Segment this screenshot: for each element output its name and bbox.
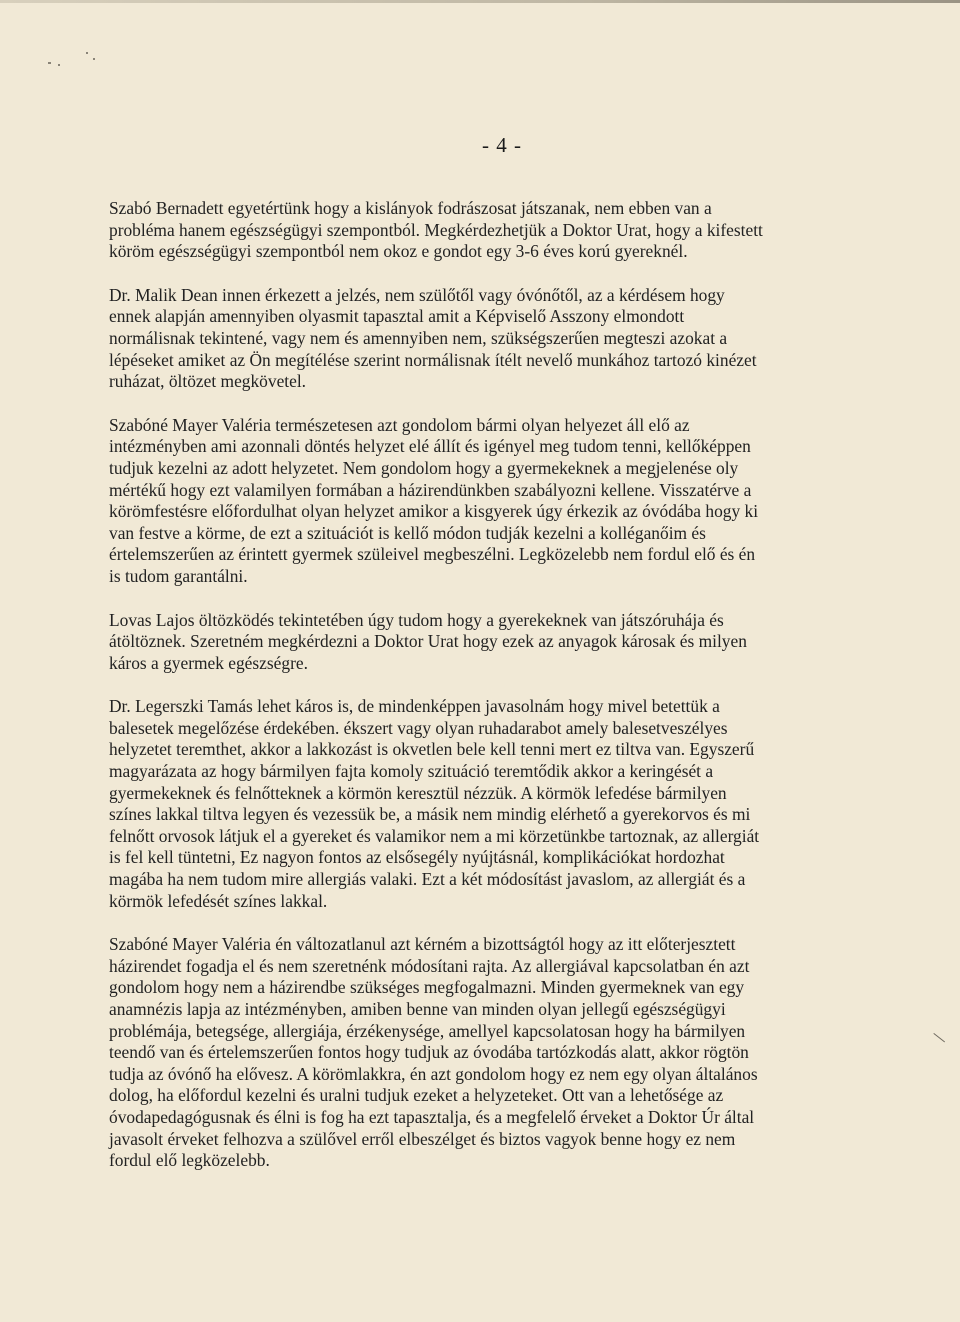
page-number: - 4 - xyxy=(482,133,522,157)
paragraph: Lovas Lajos öltözködés tekintetében úgy tudom hogy a gyerekeknek van játszóruhája és átöltöznek. Szeretném megkérdezni a Doktor Urat hogy ezek az anyagok károsak és milyen káros a gyermek egészségre. xyxy=(109,609,747,673)
paragraph: Szabóné Mayer Valéria én változatlanul azt kérném a bizottságtól hogy az itt előterjesztett házirendet fogadja el és nem szeretnénk módosítani rajta. Az allergiával kapcsolatban én azt gondolom hogy nem a házirendbe szükséges megfogalmazni. Minden gyermeknek van egy anamnézis lapja az intézményben, amiben benne van minden olyan jellegű egészségügyi problémája, betegsége, allergiája, érzékenysége, amellyel kapcsolatosan hogy ha bármilyen teendő van és értelemszerűen fontos hogy tudjuk az óvodába tartózkodás alatt, akkor rögtön tudja az óvónő ha elővesz. A körömlakkra, én azt gondolom hogy ez nem egy olyan általános dolog, ha előfordul kezelni és uralni tudjuk ezeket a helyzeteket. Ott van a lehetősége az óvodapedagógusnak és élni is fog ha ezt tapasztalja, és a megfelelő érveket a Doktor Úr által javasolt érveket felhozva a szülővel erről elbeszélget és biztos vagyok benne hogy ez nem fordul elő legközelebb. xyxy=(109,934,758,1171)
paragraph: Dr. Malik Dean innen érkezett a jelzés, nem szülőtől vagy óvónőtől, az a kérdésem hogy ennek alapján amennyiben olyasmit tapasztal amit a Képviselő Asszony elmondott normálisnak tekintené, vagy nem és amennyiben nem, szükségszerűen megteszi azokat a lépéseket amiket az Ön megítélése szerint normálisnak ítélt nevelő munkához tartozó kinézet ruházat, öltözet megkövetel. xyxy=(109,284,757,392)
scan-mark-right xyxy=(933,1033,945,1042)
scan-top-edge xyxy=(0,0,960,3)
scan-speck xyxy=(93,58,95,60)
scan-speck xyxy=(48,62,51,64)
scan-speck xyxy=(58,64,60,66)
paragraph: Szabó Bernadett egyetértünk hogy a kislányok fodrászosat játszanak, nem ebben van a probléma hanem egészségügyi szempontból. Megkérdezhetjük a Doktor Urat, hogy a kifestett köröm egészségügyi szempontból nem okoz e gondot egy 3-6 éves korú gyereknél. xyxy=(109,198,763,262)
scan-speck xyxy=(86,52,88,54)
document-body xyxy=(109,198,818,1194)
paragraph: Dr. Legerszki Tamás lehet káros is, de mindenképpen javasolnám hogy mivel betettük a balesetek megelőzése érdekében. ékszert vagy olyan ruhadarabot amely balesetveszélyes helyzetet teremthet, akkor a lakkozást is okvetlen bele kell tenni mert ez tiltva van. Egyszerű magyarázata az hogy bármilyen fajta komoly szituáció teremtődik akkor a keringését a gyermekeknek és felnőtteknek a körmön keresztül nézzük. A körmök lefedése bármilyen színes lakkal tiltva legyen és vezessük be, a másik nem mindig elérhető a gyerekorvos és mi felnőtt orvosok látjuk el a gyereket és valamikor nem a mi körzetünkbe tartoznak, az allergiát is fel kell tüntetni, Ez nagyon fontos az elsősegély nyújtásnál, komplikációkat hordozhat magába ha nem tudom mire allergiás valaki. Ezt a két módosítást javaslom, az allergiát és a körmök lefedését színes lakkal. xyxy=(109,696,760,911)
paragraph: Szabóné Mayer Valéria természetesen azt gondolom bármi olyan helyezet áll elő az intézményben ami azonnali döntés helyzet elé állít és igényel meg tudom tenni, kellőképpen tudjuk kezelni az adott helyzetet. Nem gondolom hogy a gyermekeknek a megjelenése oly mértékű hogy ezt valamilyen formában a házirendünkben szabályozni kellene. Visszatérve a körömfestésre előfordulhat olyan helyzet amikor a kisgyerek úgy érkezik az óvódába hogy ki van festve a körme, de ezt a szituációt is kellő módon tudják kezelni a kolléganőim és értelemszerűen az érintett gyermek szüleivel megbeszélni. Legközelebb nem fordul elő és én is tudom garantálni. xyxy=(109,414,759,586)
